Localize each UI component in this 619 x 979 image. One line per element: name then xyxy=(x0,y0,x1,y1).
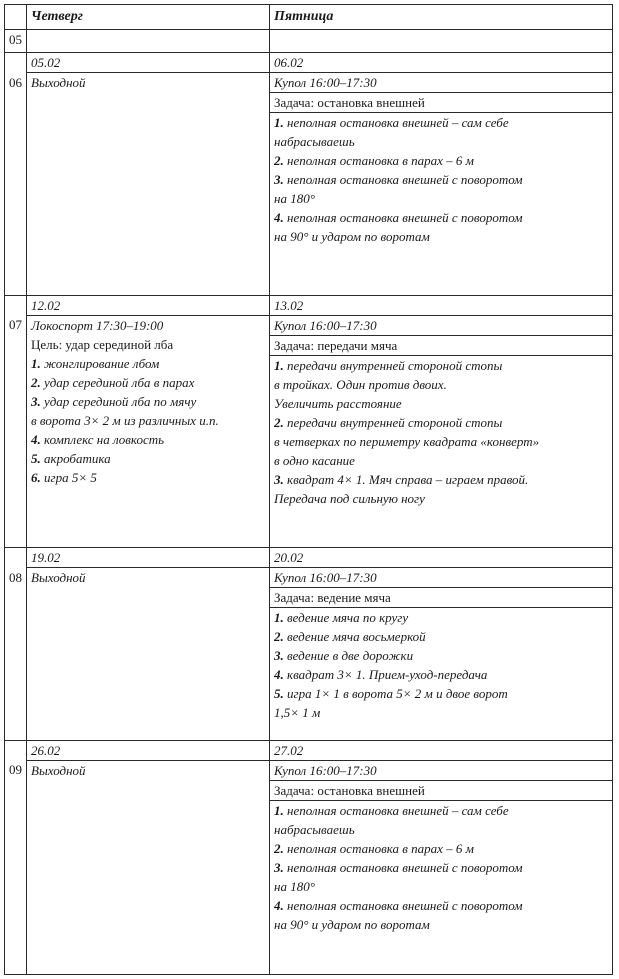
item-text: неполная остановка внешней с поворотом xyxy=(283,897,523,913)
week-row xyxy=(5,73,613,296)
item-text: на 180° xyxy=(274,878,315,894)
plan-item xyxy=(31,411,265,430)
thursday-date: 19.02 xyxy=(27,548,270,568)
item-number: 2. xyxy=(274,414,284,430)
thursday-date: 12.02 xyxy=(27,295,270,315)
plan-item xyxy=(274,356,608,375)
item-text: передачи внутренней стороной стопы xyxy=(283,414,503,430)
plan-item xyxy=(31,449,265,468)
date-row xyxy=(5,295,613,315)
plan-item xyxy=(274,877,608,896)
thursday-cell xyxy=(27,760,270,975)
thursday-cell xyxy=(27,30,270,53)
item-text: на 90° и ударом по воротам xyxy=(274,229,430,244)
item-number: 2. xyxy=(274,629,284,644)
item-number: 3. xyxy=(274,471,284,487)
friday-date: 27.02 xyxy=(270,740,613,760)
week-number: 09 xyxy=(5,760,27,975)
friday-date: 20.02 xyxy=(270,548,613,568)
item-number: 5. xyxy=(31,450,41,466)
session-goal: Цель: удар серединой лба xyxy=(31,336,174,352)
session-place: Купол 16:00–17:30 xyxy=(270,568,612,588)
item-number: 2. xyxy=(274,840,284,856)
date-row xyxy=(5,53,613,73)
plan-item xyxy=(274,151,608,170)
item-number: 4. xyxy=(274,667,284,682)
friday-header: Пятница xyxy=(270,5,613,30)
item-text: ведение мяча восьмеркой xyxy=(283,629,426,644)
item-text: игра 1× 1 в ворота 5× 2 м и двое ворот xyxy=(283,686,508,701)
plan-item xyxy=(274,470,608,489)
plan-item xyxy=(274,858,608,877)
plan-item xyxy=(31,392,265,411)
plan-item xyxy=(274,170,608,189)
thursday-date: 05.02 xyxy=(27,53,270,73)
plan-item xyxy=(274,839,608,858)
plan-item xyxy=(274,432,608,451)
date-row xyxy=(5,548,613,568)
item-text: неполная остановка внешней – сам себе xyxy=(283,115,509,130)
header-row xyxy=(5,5,613,30)
plan-item xyxy=(31,354,265,373)
plan-item xyxy=(274,665,608,684)
item-number: 4. xyxy=(31,431,41,447)
item-text: неполная остановка внешней с поворотом xyxy=(283,210,523,225)
session-place: Локоспорт 17:30–19:00 xyxy=(31,317,164,333)
plan-item xyxy=(274,684,608,703)
item-number: 1. xyxy=(274,802,284,818)
item-number: 3. xyxy=(274,172,284,187)
item-text: набрасываешь xyxy=(274,134,355,149)
plan-item xyxy=(274,627,608,646)
item-number: 2. xyxy=(31,374,41,390)
session-place: Купол 16:00–17:30 xyxy=(270,73,612,93)
thursday-header: Четверг xyxy=(27,5,270,30)
item-text: передачи внутренней стороной стопы xyxy=(283,357,503,373)
item-number: 5. xyxy=(274,686,284,701)
thursday-cell xyxy=(27,73,270,296)
plan-item xyxy=(274,801,608,820)
week-number: 06 xyxy=(5,73,27,296)
week-spacer xyxy=(5,295,27,315)
day-off-label: Выходной xyxy=(31,75,86,90)
week-number: 08 xyxy=(5,568,27,741)
plan-item xyxy=(274,189,608,208)
plan-item xyxy=(274,208,608,227)
item-text: игра 5× 5 xyxy=(40,469,97,485)
plan-item xyxy=(274,113,608,132)
item-text: акробатика xyxy=(40,450,111,466)
week-spacer xyxy=(5,740,27,760)
session-task: Задача: передачи мяча xyxy=(270,336,612,356)
item-number: 3. xyxy=(274,859,284,875)
item-text: в ворота 3× 2 м из различных и.п. xyxy=(31,412,219,428)
plan-item xyxy=(31,430,265,449)
item-number: 4. xyxy=(274,210,284,225)
session-task: Задача: остановка внешней xyxy=(270,93,612,113)
item-number: 3. xyxy=(31,393,41,409)
item-number: 1. xyxy=(274,357,284,373)
week-header xyxy=(5,5,27,30)
item-text: в четверках по периметру квадрата «конверт» xyxy=(274,433,540,449)
plan-item xyxy=(274,915,608,934)
date-row xyxy=(5,740,613,760)
plan-item xyxy=(274,896,608,915)
item-text: квадрат 3× 1. Прием-уход-передача xyxy=(283,667,488,682)
item-number: 6. xyxy=(31,469,41,485)
week-row xyxy=(5,568,613,741)
item-text: квадрат 4× 1. Мяч справа – играем правой. xyxy=(283,471,529,487)
day-off-label: Выходной xyxy=(31,570,86,585)
item-number: 1. xyxy=(31,355,41,371)
item-text: неполная остановка в парах – 6 м xyxy=(283,840,474,856)
friday-cell xyxy=(270,315,613,548)
item-number: 1. xyxy=(274,610,284,625)
friday-cell xyxy=(270,760,613,975)
week-05-row xyxy=(5,30,613,53)
plan-item xyxy=(274,132,608,151)
friday-cell xyxy=(270,73,613,296)
friday-date: 13.02 xyxy=(270,295,613,315)
item-text: ведение в две дорожки xyxy=(283,648,414,663)
plan-item xyxy=(274,489,608,508)
plan-item xyxy=(274,820,608,839)
week-spacer xyxy=(5,548,27,568)
item-text: Увеличить расстояние xyxy=(274,395,402,411)
item-text: в одно касание xyxy=(274,452,355,468)
plan-item xyxy=(274,227,608,246)
item-number: 4. xyxy=(274,897,284,913)
friday-date: 06.02 xyxy=(270,53,613,73)
thursday-cell xyxy=(27,568,270,741)
plan-item xyxy=(274,646,608,665)
week-number: 05 xyxy=(5,30,27,53)
plan-item xyxy=(31,468,265,487)
session-task: Задача: остановка внешней xyxy=(270,781,612,801)
item-text: в тройках. Один против двоих. xyxy=(274,376,447,392)
item-text: Передача под сильную ногу xyxy=(274,490,425,506)
week-spacer xyxy=(5,53,27,73)
item-text: набрасываешь xyxy=(274,821,355,837)
thursday-cell xyxy=(27,315,270,548)
item-text: комплекс на ловкость xyxy=(40,431,165,447)
week-number: 07 xyxy=(5,315,27,548)
schedule-table xyxy=(4,4,613,975)
plan-item xyxy=(274,703,608,722)
week-row xyxy=(5,760,613,975)
item-text: неполная остановка внешней с поворотом xyxy=(283,172,523,187)
session-place: Купол 16:00–17:30 xyxy=(270,761,612,781)
item-text: неполная остановка в парах – 6 м xyxy=(283,153,474,168)
item-text: 1,5× 1 м xyxy=(274,705,321,720)
plan-item xyxy=(274,451,608,470)
item-text: удар серединой лба по мячу xyxy=(40,393,197,409)
item-number: 3. xyxy=(274,648,284,663)
plan-item xyxy=(274,413,608,432)
item-number: 1. xyxy=(274,115,284,130)
plan-item xyxy=(31,373,265,392)
item-text: на 180° xyxy=(274,191,315,206)
item-text: неполная остановка внешней с поворотом xyxy=(283,859,523,875)
friday-cell xyxy=(270,30,613,53)
item-text: неполная остановка внешней – сам себе xyxy=(283,802,509,818)
friday-cell xyxy=(270,568,613,741)
item-text: жонглирование лбом xyxy=(40,355,160,371)
item-text: ведение мяча по кругу xyxy=(283,610,409,625)
item-text: на 90° и ударом по воротам xyxy=(274,916,430,932)
plan-item xyxy=(274,608,608,627)
item-number: 2. xyxy=(274,153,284,168)
plan-item xyxy=(274,375,608,394)
plan-item xyxy=(274,394,608,413)
thursday-date: 26.02 xyxy=(27,740,270,760)
session-place: Купол 16:00–17:30 xyxy=(270,316,612,336)
week-row xyxy=(5,315,613,548)
item-text: удар серединой лба в парах xyxy=(40,374,195,390)
day-off-label: Выходной xyxy=(31,762,86,778)
session-task: Задача: ведение мяча xyxy=(270,588,612,608)
